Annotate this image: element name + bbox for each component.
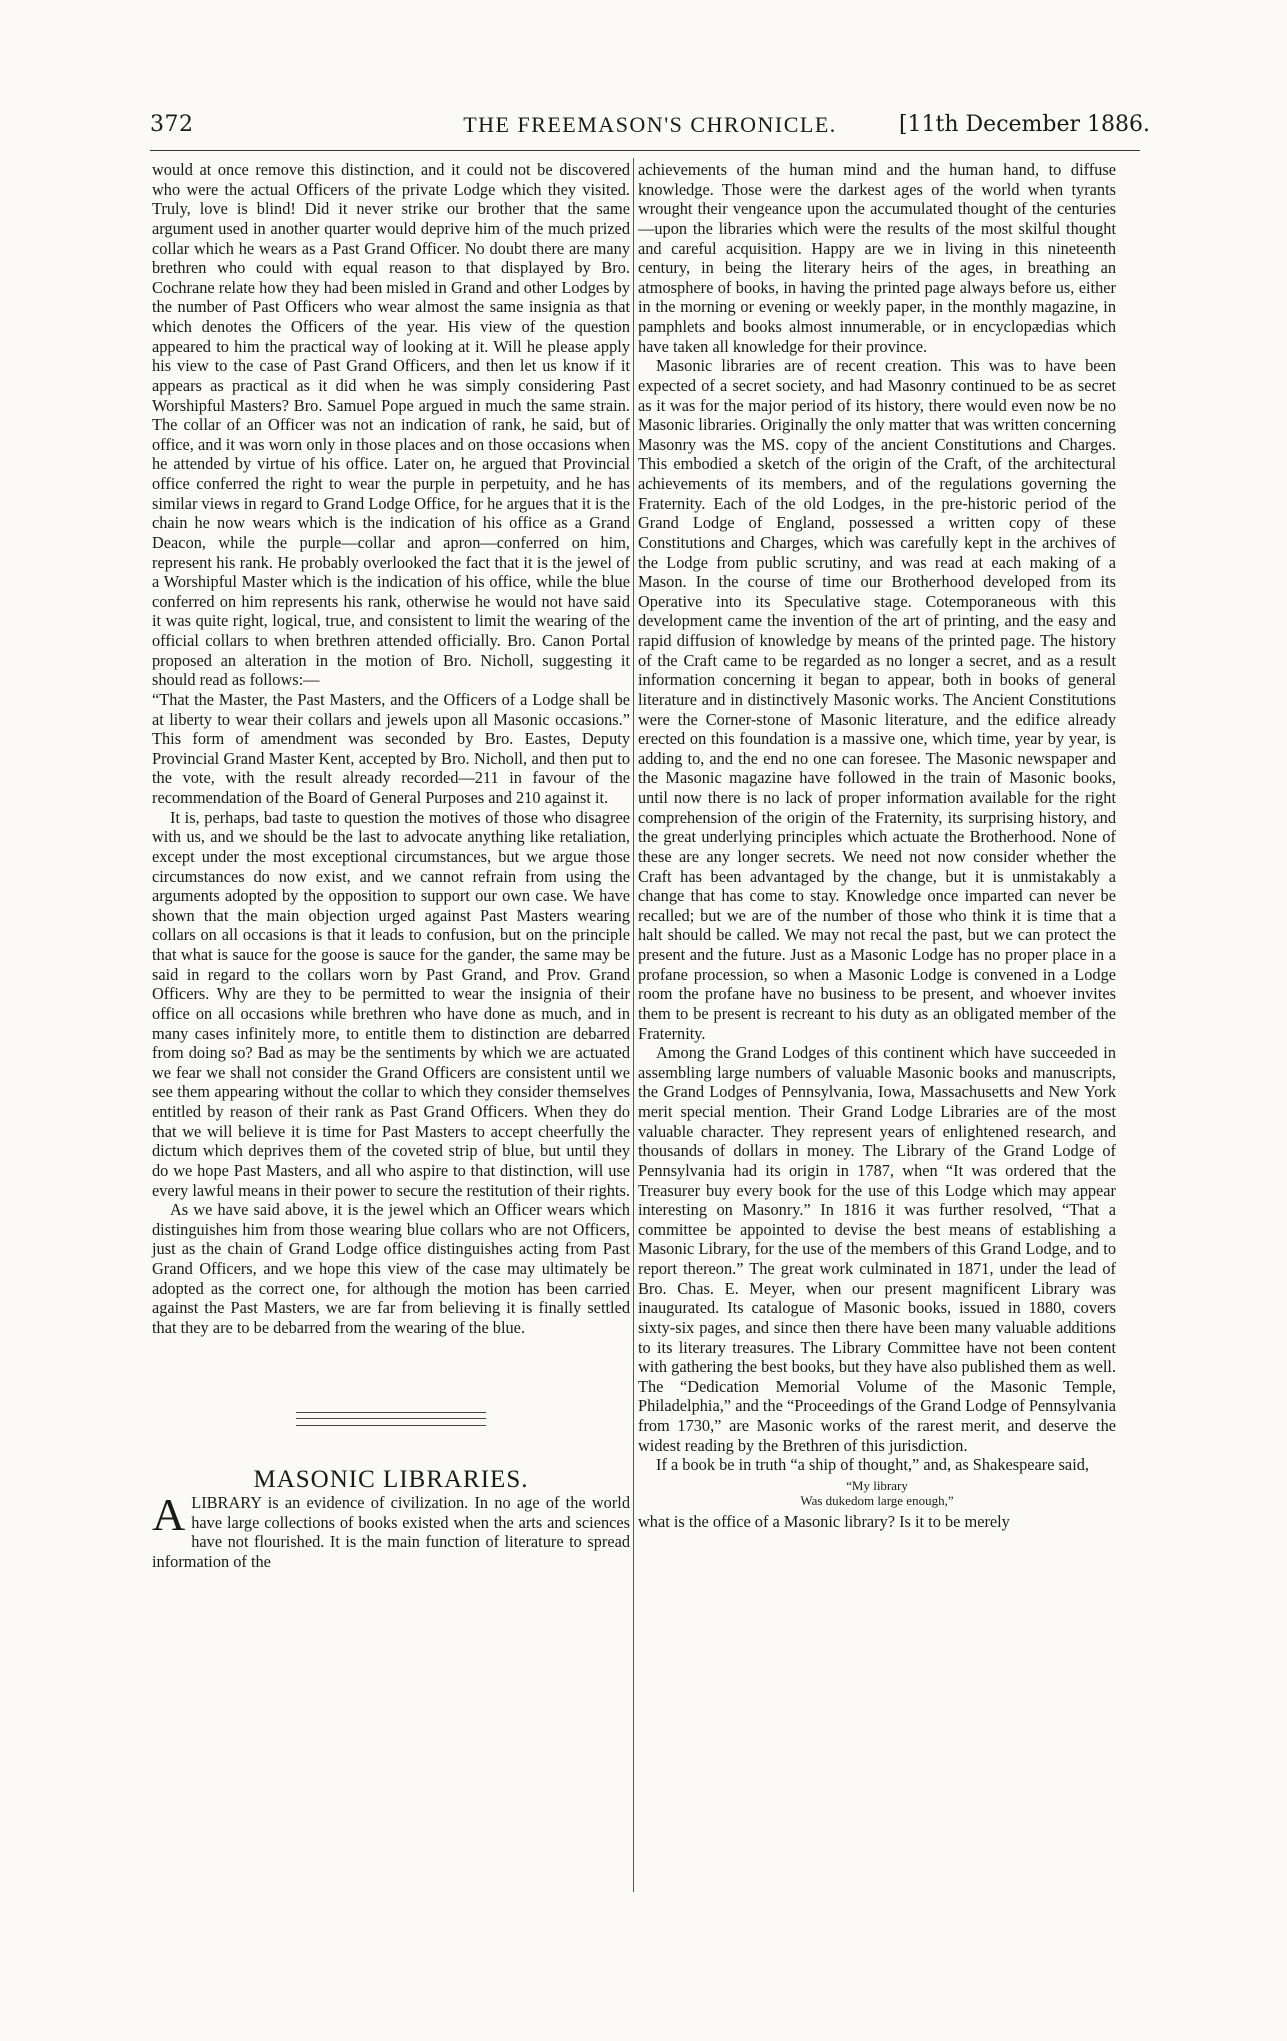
page-number: 372 (150, 112, 194, 137)
section-opening-paragraph (152, 1489, 630, 1572)
header-rule (150, 150, 1140, 151)
section-title: MASONIC LIBRARIES. (253, 1465, 529, 1493)
article-paragraph: As we have said above, it is the jewel which an Officer wears which distinguishes him from those wearing blue collars who are not Officers, just as the chain of Grand Lodge office distinguishes acting from Past Grand Officers, and we hope this view of the case may ultimately be adopted as the correct one, for although the motion has been carried against the Past Masters, we are far from believing it is finally settled that they are to be debarred from the wearing of the blue. (152, 1200, 630, 1337)
section-opening-text: LIBRARY is an evidence of civilization. In no age of the world have large collections of books existed when the arts and sciences have not flourished. It is the main function of literature to spread information of the (152, 1493, 630, 1571)
shakespeare-quote (638, 1478, 1116, 1508)
closing-line: what is the office of a Masonic library? Is it to be merely (638, 1511, 1010, 1531)
issue-date: [11th December 1886. (898, 112, 1150, 137)
article-paragraph: achievements of the human mind and the human hand, to diffuse knowledge. Those were the darkest ages of the world when tyrants wrought their vengeance upon the accumulated thought of the centuries—upon the libraries which were the results of the most skilful thought and careful acquisition. Happy are we in living in this nineteenth century, in being the literary heirs of the ages, in breathing an atmosphere of books, in having the printed page always before us, either in the morning or evening or weekly paper, in the monthly magazine, in pamphlets and books almost innumerable, or in encyclopædias which have taken all knowledge for their province. (638, 160, 1116, 356)
article-paragraph: It is, perhaps, bad taste to question the motives of those who disagree with us, and we should be the last to advocate anything like retaliation, except under the most exceptional circumstances, but we argue those circumstances do now exist, and we cannot refrain from using the arguments adopted by the opposition to support our own case. We have shown that the main objection urged against Past Masters wearing collars on all occasions is that it leads to confusion, but on the principle that what is sauce for the goose is sauce for the gander, the same may be said in regard to the collars worn by Past Grand, and Prov. Grand Officers. Why are they to be permitted to wear the insignia of their office on all occasions while brethren who have done as much, and in many cases infinitely more, to entitle them to distinction are debarred from doing so? Bad as may be the sentiments by which we are actuated we fear we shall not consider the Grand Officers are consistent until we see them appearing without the collar to which they consider themselves entitled by reason of their rank as Past Grand Officers. When they do that we will believe it is time for Past Masters to accept cheerfully the dictum which deprives them of the coveted strip of blue, but until they do we hope Past Masters, and all who aspire to that distinction, will use every lawful means in their power to secure the restitution of their rights. (152, 807, 630, 1200)
left-column (152, 160, 630, 1572)
section-divider-ornament (296, 1412, 486, 1426)
article-paragraph: Among the Grand Lodges of this continent which have succeeded in assembling large numbers of valuable Masonic books and manuscripts, the Grand Lodges of Pennsylvania, Iowa, Massachusetts and New York merit special mention. Their Grand Lodge Libraries are of the most valuable character. They represent years of enlightened research, and thousands of dollars in money. The Library of the Grand Lodge of Pennsylvania had its origin in 1787, when “It was ordered that the Treasurer buy every book for the use of this Lodge which may appear interesting on Masonry.” In 1816 it was further resolved, “That a committee be appointed to devise the best means of establishing a Masonic Library, for the use of the members of this Grand Lodge, and to report thereon.” The great work culminated in 1871, under the lead of Bro. Chas. E. Meyer, when our present magnificent Library was inaugurated. Its catalogue of Masonic books, issued in 1880, covers sixty-six pages, and since then there have been many valuable additions to its literary treasures. The Library Committee have not been content with gathering the best books, but they have also published them as well. The “Dedication Memorial Volume of the Masonic Temple, Philadelphia,” and the “Proceedings of the Grand Lodge of Pennsylvania from 1730,” are Masonic works of the rarest merit, and deserve the widest reading by the Brethren of this jurisdiction. (638, 1043, 1116, 1455)
article-paragraph: If a book be in truth “a ship of thought,” and, as Shakespeare said, (656, 1455, 1089, 1475)
verse-line: “My library (846, 1477, 908, 1493)
column-divider (633, 158, 634, 1892)
verse-line: Was dukedom large enough,” (800, 1492, 954, 1508)
drop-cap-letter: A (152, 1489, 186, 1541)
publication-title: THE FREEMASON'S CHRONICLE. (463, 112, 837, 137)
right-column (638, 160, 1116, 1532)
article-paragraph: Masonic libraries are of recent creation. This was to have been expected of a secret society, and had Masonry continued to be as secret as it was for the major period of its history, there would even now be no Masonic libraries. Originally the only matter that was written concerning Masonry was the MS. copy of the ancient Constitutions and Charges. This embodied a sketch of the origin of the Craft, of the architectural achievements of its members, and of the regulations governing the Fraternity. Each of the old Lodges, in the pre-historic period of the Grand Lodge of England, possessed a written copy of these Constitutions and Charges, which was carefully kept in the archives of the Lodge from public scrutiny, and was read at each making of a Mason. In the course of time our Brotherhood developed from its Operative into its Speculative stage. Cotemporaneous with this development came the invention of the art of printing, and the easy and rapid diffusion of knowledge by means of the printed page. The history of the Craft came to be regarded as no longer a secret, and as a result information concerning it began to appear, both in books of general literature and in distinctively Masonic works. The Ancient Constitutions were the Corner-stone of Masonic literature, and the edifice already erected on this foundation is a massive one, which time, year by year, is adding to, and the end no one can foresee. The Masonic newspaper and the Masonic magazine have followed in the train of Masonic books, until now there is no lack of proper information available for the right comprehension of the origin of the Fraternity, its surprising history, and the great underlying principles which actuate the Brotherhood. None of these are any longer secrets. We need not now consider whether the Craft has been advantaged by the change, but it is unmistakably a change that has come to stay. Knowledge once imparted can never be recalled; but we are of the number of those who think it is time that a halt should be called. We may not recal the past, but we can protect the present and the future. Just as a Masonic Lodge has no proper place in a profane procession, so when a Masonic Lodge is convened in a Lodge room the profane have no business to be present, and whoever invites them to be present is recreant to his duty as an obligated member of the Fraternity. (638, 356, 1116, 1043)
page-header (150, 112, 1150, 142)
article-paragraph: would at once remove this distinction, and it could not be discovered who were the actual Officers of the private Lodge which they visited. Truly, love is blind! Did it never strike our brother that the same argument used in another quarter would deprive him of the much prized collar which he wears as a Past Grand Officer. No doubt there are many brethren who could with equal reason to that displayed by Bro. Cochrane relate how they had been misled in Grand and other Lodges by the number of Past Officers who wear almost the same insignia as that which denotes the Officers of the year. His view of the question appeared to him the practical way of looking at it. Will he please apply his view to the case of Past Grand Officers, and then let us know if it appears as practical as it did when he was simply considering Past Worshipful Masters? Bro. Samuel Pope argued in much the same strain. The collar of an Officer was not an indication of rank, he said, but of office, and it was worn only in those places and on those occasions when he attended by virtue of his office. Later on, he argued that Provincial office conferred the right to wear the purple in perpetuity, and he has similar views in regard to Grand Lodge Office, for he argues that it is the chain he now wears which is the indication of his office as a Grand Deacon, while the purple—collar and apron—conferred on him, represent his rank. He probably overlooked the fact that it is the jewel of a Worshipful Master which is the indication of his office, while the blue conferred on him represents his rank, otherwise he would not have said it was quite right, logical, true, and consistent to limit the wearing of the official collars to when brethren attended officially. Bro. Canon Portal proposed an alteration in the motion of Bro. Nicholl, suggesting it should read as follows:— (152, 160, 630, 690)
amendment-quote: “That the Master, the Past Masters, and the Officers of a Lodge shall be at liberty to wear their collars and jewels upon all Masonic occasions.” This form of amendment was seconded by Bro. Eastes, Deputy Provincial Grand Master Kent, accepted by Bro. Nicholl, and then put to the vote, with the result already recorded—211 in favour of the recommendation of the Board of General Purposes and 210 against it. (152, 689, 630, 807)
